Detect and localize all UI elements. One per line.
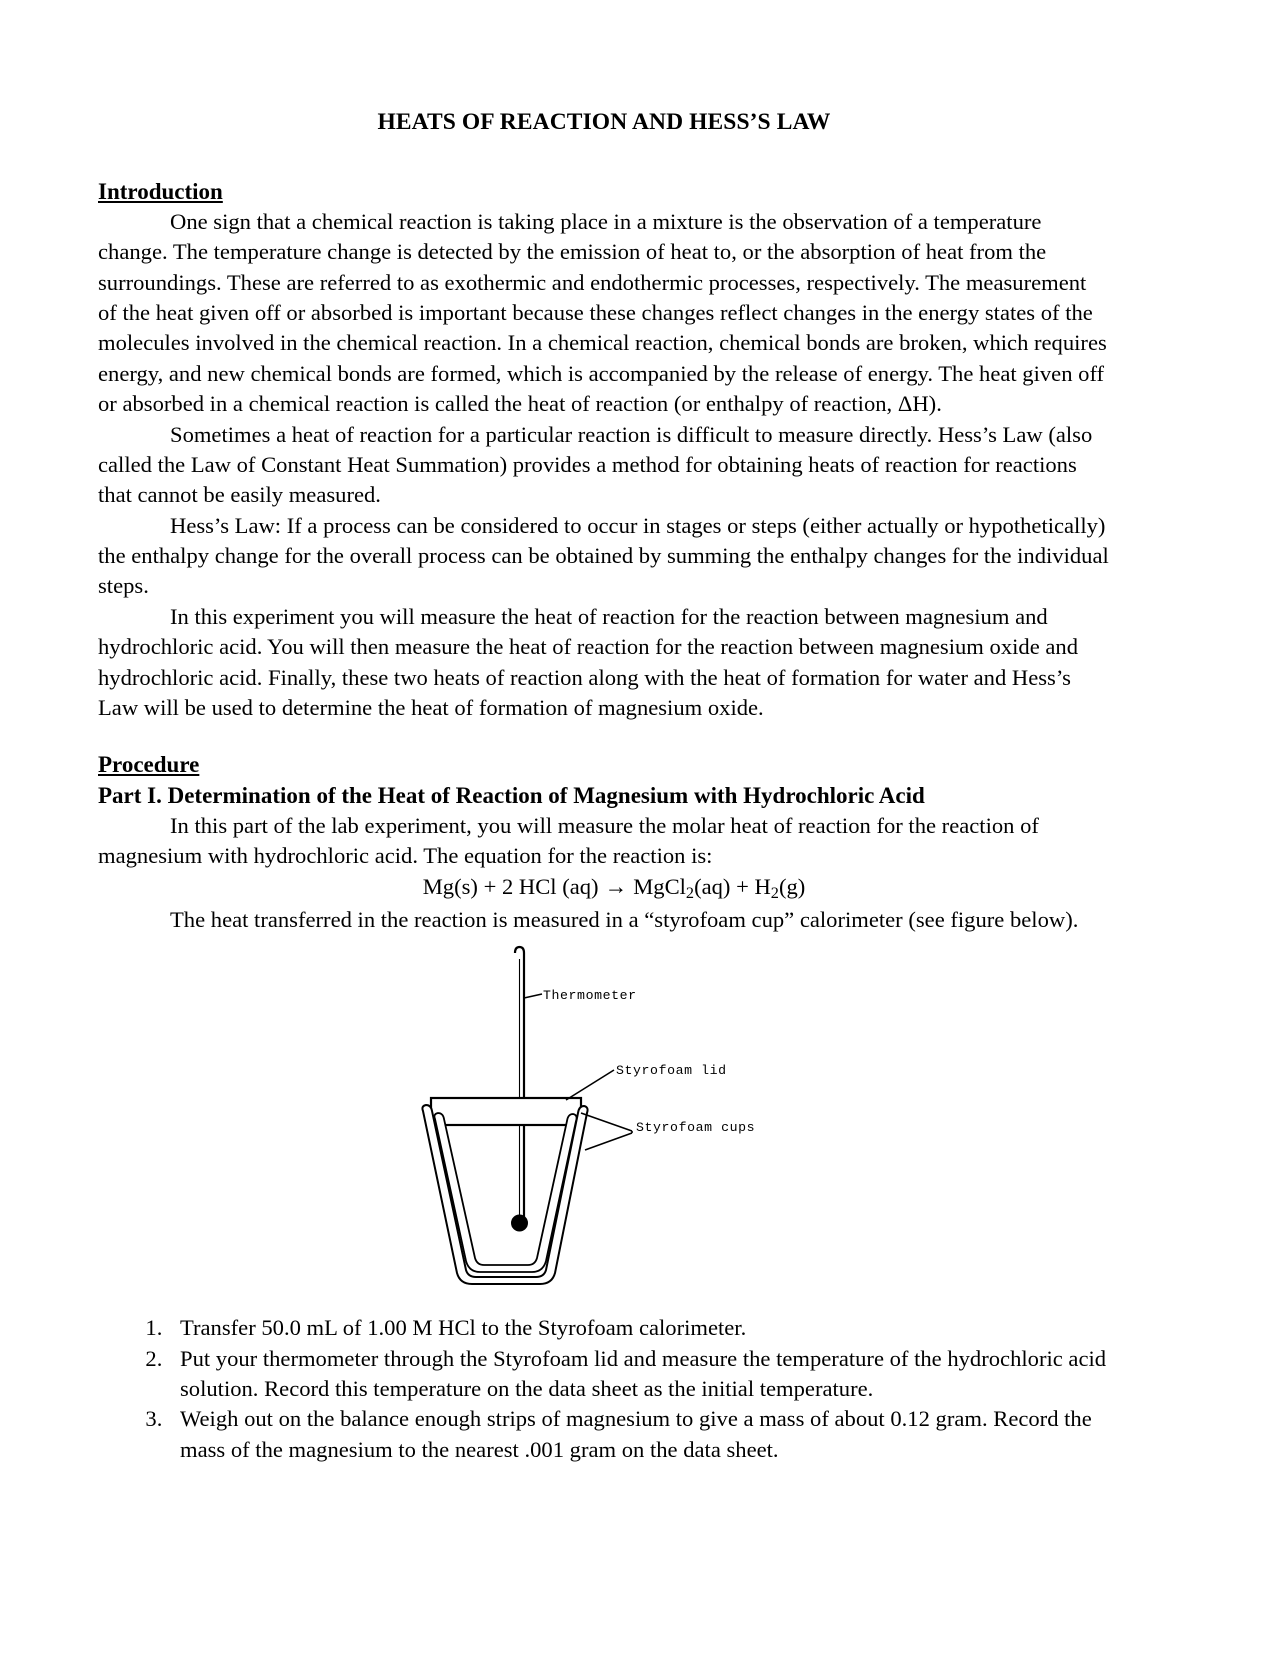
document-content [98, 108, 1110, 1465]
figure-label-styrofoam-cups: Styrofoam cups [636, 1120, 756, 1136]
equation-product-aq-h: (aq) + H [694, 873, 771, 899]
intro-paragraph-3: Hess’s Law: If a process can be considered to occur in stages or steps (either actually or hypothetically) the enthalpy change for the overall process can be obtained by summing the enthalpy changes for the individual steps. [98, 512, 1109, 599]
list-item: 2. Put your thermometer through the Styrofoam lid and measure the temperature of the hydrochloric acid solution. Record this temperature on the data sheet as the initial temperature. [168, 1344, 1110, 1405]
equation-product-mgcl2: MgCl [633, 873, 686, 899]
subsection-heading-part-one: Part I. Determination of the Heat of Reaction of Magnesium with Hydrochloric Acid [98, 783, 925, 809]
section-spacer [98, 723, 1110, 751]
figure-reference-paragraph: The heat transferred in the reaction is measured in a “styrofoam cup” calorimeter (see figure below). [170, 906, 1079, 932]
procedure-intro-paragraph: In this part of the lab experiment, you will measure the molar heat of reaction for the reaction of magnesium with hydrochloric acid. The equation for the reaction is: [98, 813, 1039, 869]
figure-label-thermometer: Thermometer [543, 988, 637, 1004]
list-item: 3. Weigh out on the balance enough strips of magnesium to give a mass of about 0.12 gram. Record the mass of the magnesium to the nearest .001 gram on the data sheet. [168, 1404, 1110, 1465]
intro-paragraph-1: One sign that a chemical reaction is taking place in a mixture is the observation of a temperature change. The temperature change is detected by the emission of heat to, or the absorption of heat from the surroundings. These are referred to as exothermic and endothermic processes, respectively. The measurement of the heat given off or absorbed is important because these changes reflect changes in the energy states of the molecules involved in the chemical reaction. In a chemical reaction, chemical bonds are broken, which requires energy, and new chemical bonds are formed, which is accompanied by the release of energy. The heat given off or absorbed in a chemical reaction is called the heat of reaction (or enthalpy of reaction, ΔH). [98, 208, 1107, 417]
reaction-arrow-icon: → [604, 873, 628, 899]
section-heading-introduction: Introduction [98, 179, 223, 205]
procedure-steps-list [98, 1313, 1110, 1465]
calorimeter-figure [98, 943, 1110, 1303]
equation-reactants: Mg(s) + 2 HCl (aq) [422, 873, 599, 899]
section-heading-procedure: Procedure [98, 752, 200, 778]
page-title: HEATS OF REACTION AND HESS’S LAW [377, 109, 831, 135]
intro-paragraph-2: Sometimes a heat of reaction for a particular reaction is difficult to measure directly. Hess’s Law (also called the Law of Constant Heat Summation) provides a method for obtaining heats of reaction for reactions that cannot be easily measured. [98, 421, 1093, 508]
equation-product-gas: (g) [778, 873, 806, 899]
intro-paragraph-4: In this experiment you will measure the heat of reaction for the reaction between magnesium and hydrochloric acid. You will then measure the heat of reaction for the reaction between magnesium oxide and hydrochloric acid. Finally, these two heats of reaction along with the heat of formation for water and Hess’s Law will be used to determine the heat of formation of magnesium oxide. [98, 603, 1078, 720]
figure-label-styrofoam-lid: Styrofoam lid [616, 1063, 727, 1079]
calorimeter-diagram [418, 943, 818, 1303]
equation-sub-2a: 2 [685, 883, 695, 902]
chemical-equation [98, 872, 1110, 905]
list-item: 1. Transfer 50.0 mL of 1.00 M HCl to the Styrofoam calorimeter. [168, 1313, 1110, 1343]
equation-sub-2b: 2 [770, 883, 779, 902]
